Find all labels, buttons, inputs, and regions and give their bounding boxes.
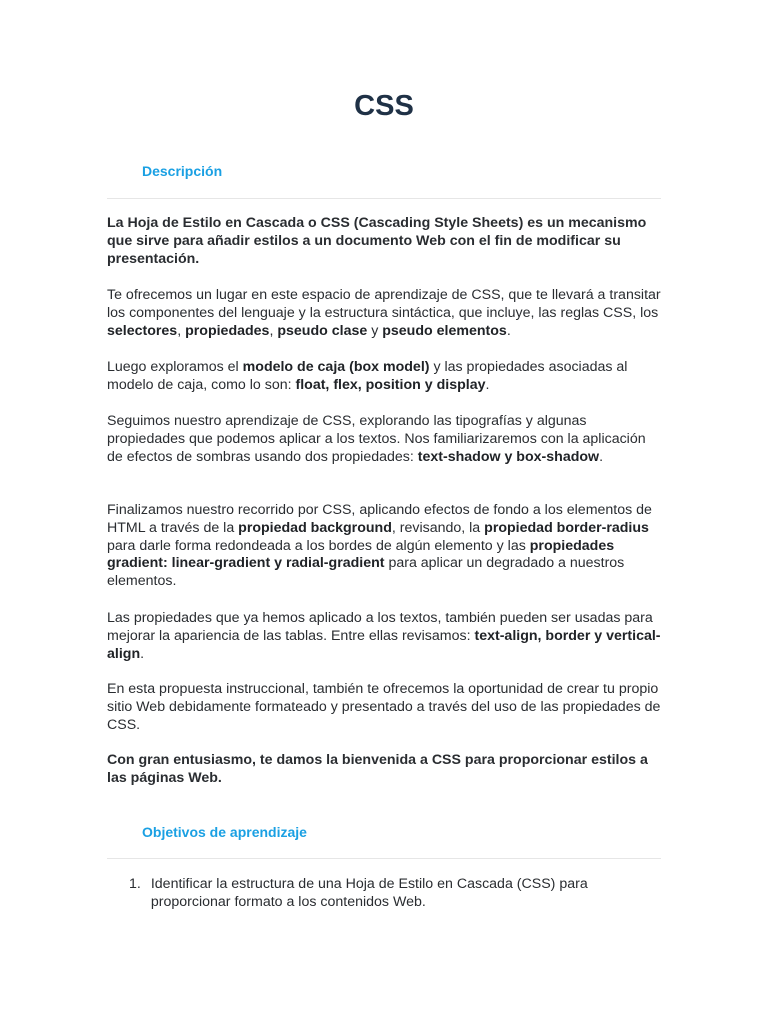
components-text-2: , (177, 322, 186, 339)
components-text-3: , (269, 322, 278, 339)
box-model-text-1: Luego exploramos el (107, 359, 243, 375)
border-radius-term: propiedad border-radius (484, 519, 649, 536)
list-item (107, 876, 663, 912)
background-paragraph (107, 502, 663, 591)
background-text-4: para aplicar un degradado a nuestros elementos. (107, 555, 625, 590)
gradient-term: propiedades gradient: linear-gradient y radial-gradient (107, 537, 615, 572)
box-model-text-3: . (485, 376, 490, 393)
list-item-number: 1. (129, 876, 141, 892)
welcome-paragraph: Con gran entusiasmo, te damos la bienvenida a CSS para proporcionar estilos a las páginas Web. (107, 752, 648, 786)
propiedades-term: propiedades (185, 322, 270, 339)
typography-text-2: . (599, 448, 604, 465)
tables-text-2: . (140, 645, 145, 662)
components-paragraph (107, 287, 663, 340)
typography-paragraph (107, 413, 663, 466)
website-paragraph: En esta propuesta instruccional, también te ofrecemos la oportunidad de crear tu propio sitio Web debidamente formateado y presentado a través del uso de las propiedades de CSS. (107, 681, 661, 733)
tables-paragraph (107, 610, 663, 663)
page-title: CSS (354, 90, 414, 122)
objectives-list (107, 876, 663, 912)
components-text-4: y (367, 322, 383, 339)
description-heading: Descripción (142, 163, 223, 179)
intro-paragraph: La Hoja de Estilo en Cascada o CSS (Cascading Style Sheets) es un mecanismo que sirve para añadir estilos a un documento Web con el fin de modificar su presentación. (107, 215, 647, 267)
background-text-1: Finalizamos nuestro recorrido por CSS, aplicando efectos de fondo a los elementos de HTML a través de la (107, 502, 652, 536)
components-text-1: Te ofrecemos un lugar en este espacio de aprendizaje de CSS, que te llevará a transitar los componentes del lenguaje y la estructura sintáctica, que incluye, las reglas CSS, los (107, 287, 661, 321)
background-text-2: , revisando, la (391, 519, 485, 536)
typography-text-1: Seguimos nuestro aprendizaje de CSS, explorando las tipografías y algunas propiedades que podemos aplicar a los textos. Nos familiarizaremos con la aplicación de efectos de sombras usando dos propiedades: (107, 413, 646, 465)
box-model-term: modelo de caja (box model) (242, 359, 430, 375)
objectives-divider (107, 858, 661, 859)
shadow-properties-term: text-shadow y box-shadow (417, 448, 600, 465)
table-properties-term: text-align, border y vertical-align (107, 627, 661, 662)
box-model-paragraph (107, 359, 663, 395)
background-text-3: para darle forma redondeada a los bordes de algún elemento y las (107, 537, 530, 554)
box-model-text-2: y las propiedades asociadas al modelo de caja, como lo son: (107, 359, 628, 393)
tables-text-1: Las propiedades que ya hemos aplicado a los textos, también pueden ser usadas para mejorar la apariencia de las tablas. Entre ellas revisamos: (107, 610, 653, 644)
pseudo-clase-term: pseudo clase (277, 322, 368, 339)
pseudo-elementos-term: pseudo elementos (382, 322, 507, 339)
selectores-term: selectores (107, 322, 178, 339)
layout-properties-term: float, flex, position y display (295, 376, 486, 393)
list-item-text: Identificar la estructura de una Hoja de Estilo en Cascada (CSS) para proporcionar formato a los contenidos Web. (150, 876, 588, 910)
description-divider (107, 198, 661, 199)
background-term: propiedad background (238, 519, 392, 536)
components-text-5: . (506, 322, 511, 339)
objectives-heading: Objetivos de aprendizaje (142, 824, 307, 840)
